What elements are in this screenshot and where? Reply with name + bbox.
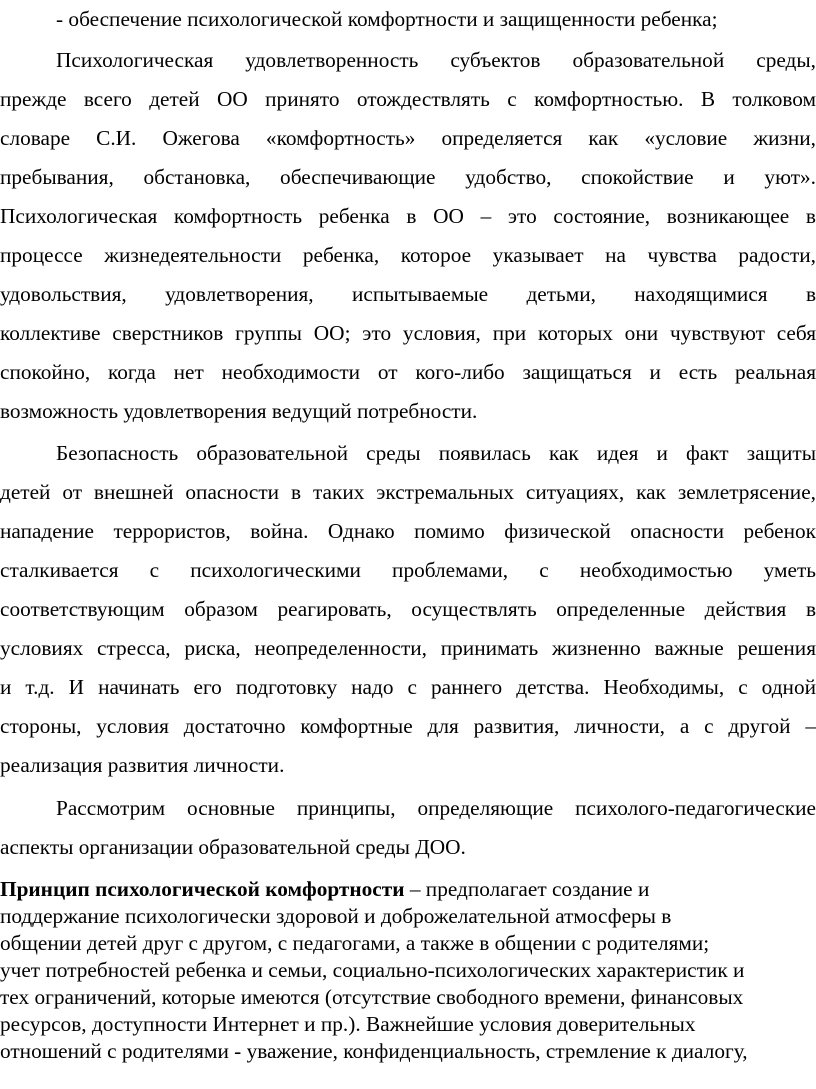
paragraph-2-line-8: стороны, условия достаточно комфортные для развития, личности, а с другой – xyxy=(0,714,816,738)
paragraph-4-line-6: ресурсов, доступности Интернет и пр.). Важнейшие условия доверительных xyxy=(0,1012,696,1036)
paragraph-1-line-9: спокойно, когда нет необходимости от кого-либо защищаться и есть реальная xyxy=(0,360,816,384)
paragraph-2-line-3: нападение террористов, война. Однако помимо физической опасности ребенок xyxy=(0,519,816,543)
paragraph-4-line-7: отношений с родителями - уважение, конфиденциальность, стремление к диалогу, xyxy=(0,1039,748,1063)
paragraph-4-line-2: поддержание психологически здоровой и доброжелательной атмосферы в xyxy=(0,904,672,928)
paragraph-2-line-4: сталкивается с психологическими проблемами, с необходимостью уметь xyxy=(0,558,816,582)
principle-heading: Принцип психологической комфортности xyxy=(0,877,405,901)
paragraph-1-line-4: пребывания, обстановка, обеспечивающие удобство, спокойствие и уют». xyxy=(0,165,816,189)
paragraph-1-line-3: словаре С.И. Ожегова «комфортность» определяется как «условие жизни, xyxy=(0,126,816,150)
paragraph-2-line-7: и т.д. И начинать его подготовку надо с раннего детства. Необходимы, с одной xyxy=(0,675,816,699)
paragraph-2-line-6: условиях стресса, риска, неопределенности, принимать жизненно важные решения xyxy=(0,636,816,660)
paragraph-4-line-3: общении детей друг с другом, с педагогами, а также в общении с родителями; xyxy=(0,931,710,955)
paragraph-3-line-1: Рассмотрим основные принципы, определяющие психолого-педагогические xyxy=(56,796,816,820)
principle-heading-continuation: – предполагает создание и xyxy=(404,877,650,901)
paragraph-1-line-2: прежде всего детей ОО принято отождествлять с комфортностью. В толковом xyxy=(0,87,816,111)
intro-bullet-line: - обеспечение психологической комфортности и защищенности ребенка; xyxy=(56,7,718,31)
paragraph-1-line-1: Психологическая удовлетворенность субъектов образовательной среды, xyxy=(56,48,816,72)
paragraph-1-line-10: возможность удовлетворения ведущий потребности. xyxy=(0,399,478,423)
paragraph-2-line-5: соответствующим образом реагировать, осуществлять определенные действия в xyxy=(0,597,816,621)
paragraph-2-line-2: детей от внешней опасности в таких экстремальных ситуациях, как землетрясение, xyxy=(0,480,816,504)
paragraph-2-line-1: Безопасность образовательной среды появилась как идея и факт защиты xyxy=(56,441,816,465)
paragraph-4-line-4: учет потребностей ребенка и семьи, социально-психологических характеристик и xyxy=(0,958,745,982)
paragraph-1-line-7: удовольствия, удовлетворения, испытываемые детьми, находящимися в xyxy=(0,282,816,306)
paragraph-1-line-8: коллективе сверстников группы ОО; это условия, при которых они чувствуют себя xyxy=(0,321,816,345)
paragraph-1-line-6: процессе жизнедеятельности ребенка, которое указывает на чувства радости, xyxy=(0,243,816,267)
paragraph-1-line-5: Психологическая комфортность ребенка в ОО – это состояние, возникающее в xyxy=(0,204,816,228)
paragraph-3-line-2: аспекты организации образовательной среды ДОО. xyxy=(0,835,466,859)
paragraph-4-line-1 xyxy=(0,876,816,902)
paragraph-2-line-9: реализация развития личности. xyxy=(0,753,285,777)
paragraph-4-line-5: тех ограничений, которые имеются (отсутствие свободного времени, финансовых xyxy=(0,985,744,1009)
